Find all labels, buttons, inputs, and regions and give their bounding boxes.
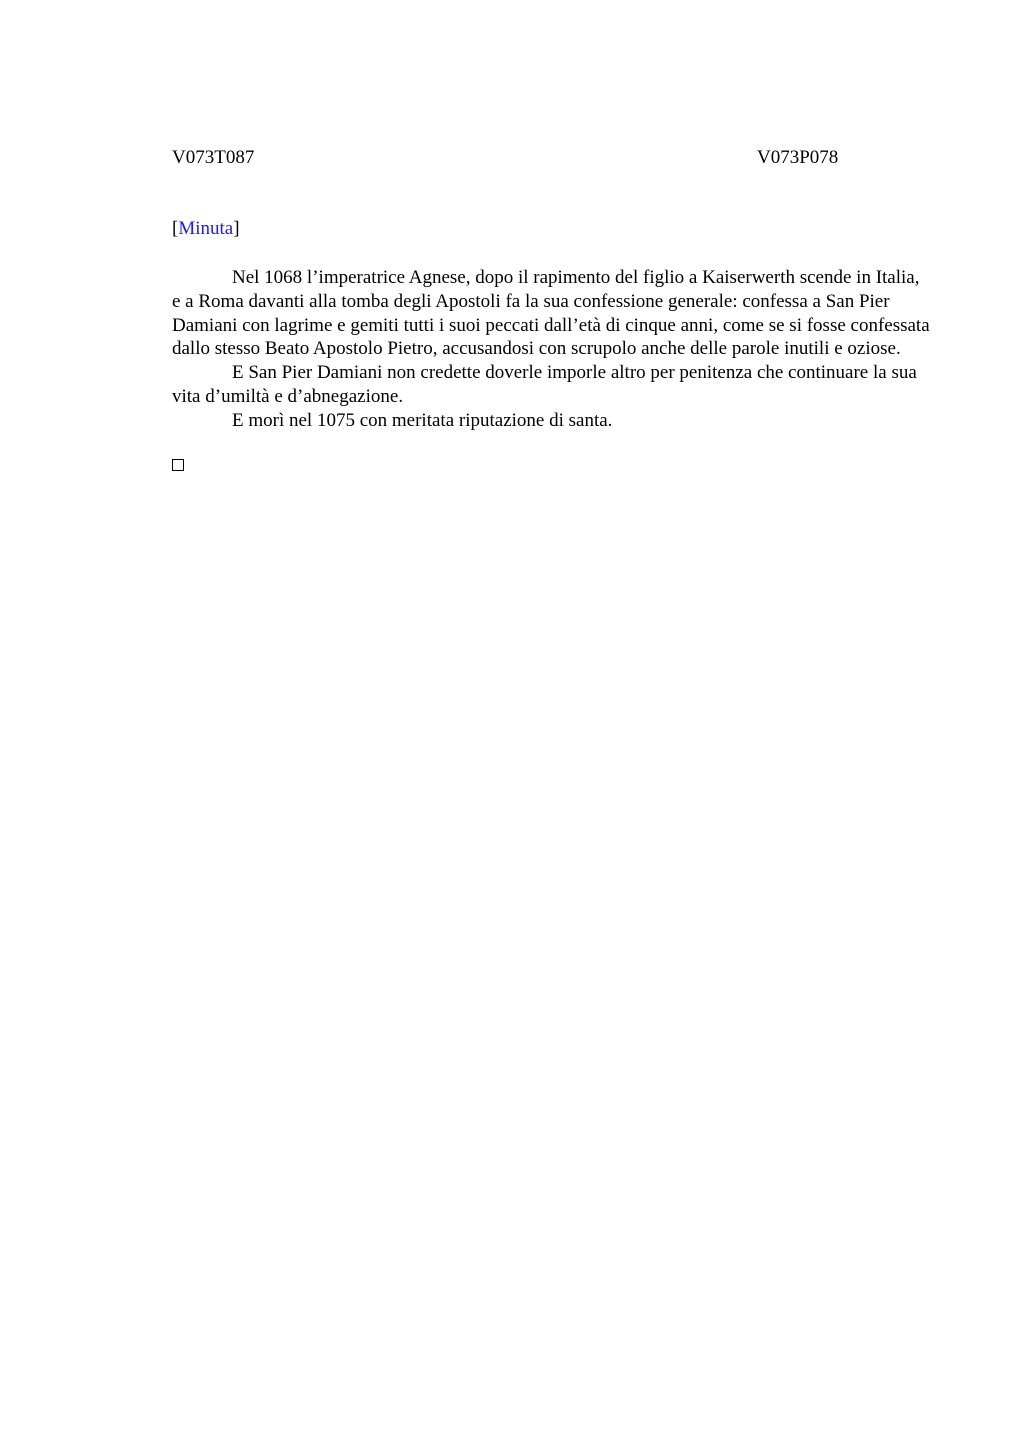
minuta-label — [172, 218, 240, 240]
header-left-code: V073T087 — [172, 147, 255, 168]
header-right-code: V073P078 — [757, 147, 839, 168]
paragraph-death: E morì nel 1075 con meritata riputazione di santa. — [232, 409, 613, 431]
paragraph-confession: Nel 1068 l’imperatrice Agnese, dopo il rapimento del figlio a Kaiserwerth scende in Italia, e a Roma davanti alla tomba degli Apostoli fa la sua confessione generale: confessa a San Pier Damiani con lagrime e gemiti tutti i suoi peccati dall’età di cinque anni, come se si fosse confessata dallo stesso Beato Apostolo Pietro, accusandosi con scrupolo anche delle parole inutili e oziose. — [172, 267, 930, 360]
minuta-link[interactable]: Minuta — [178, 218, 234, 239]
minuta-open-bracket: [ — [172, 218, 179, 239]
body-text — [172, 266, 932, 433]
empty-square-icon — [172, 459, 184, 471]
minuta-close-bracket: ] — [233, 218, 240, 239]
paragraph-penance: E San Pier Damiani non credette doverle imporle altro per penitenza che continuare la sua vita d’umiltà e d’abnegazione. — [172, 362, 917, 407]
